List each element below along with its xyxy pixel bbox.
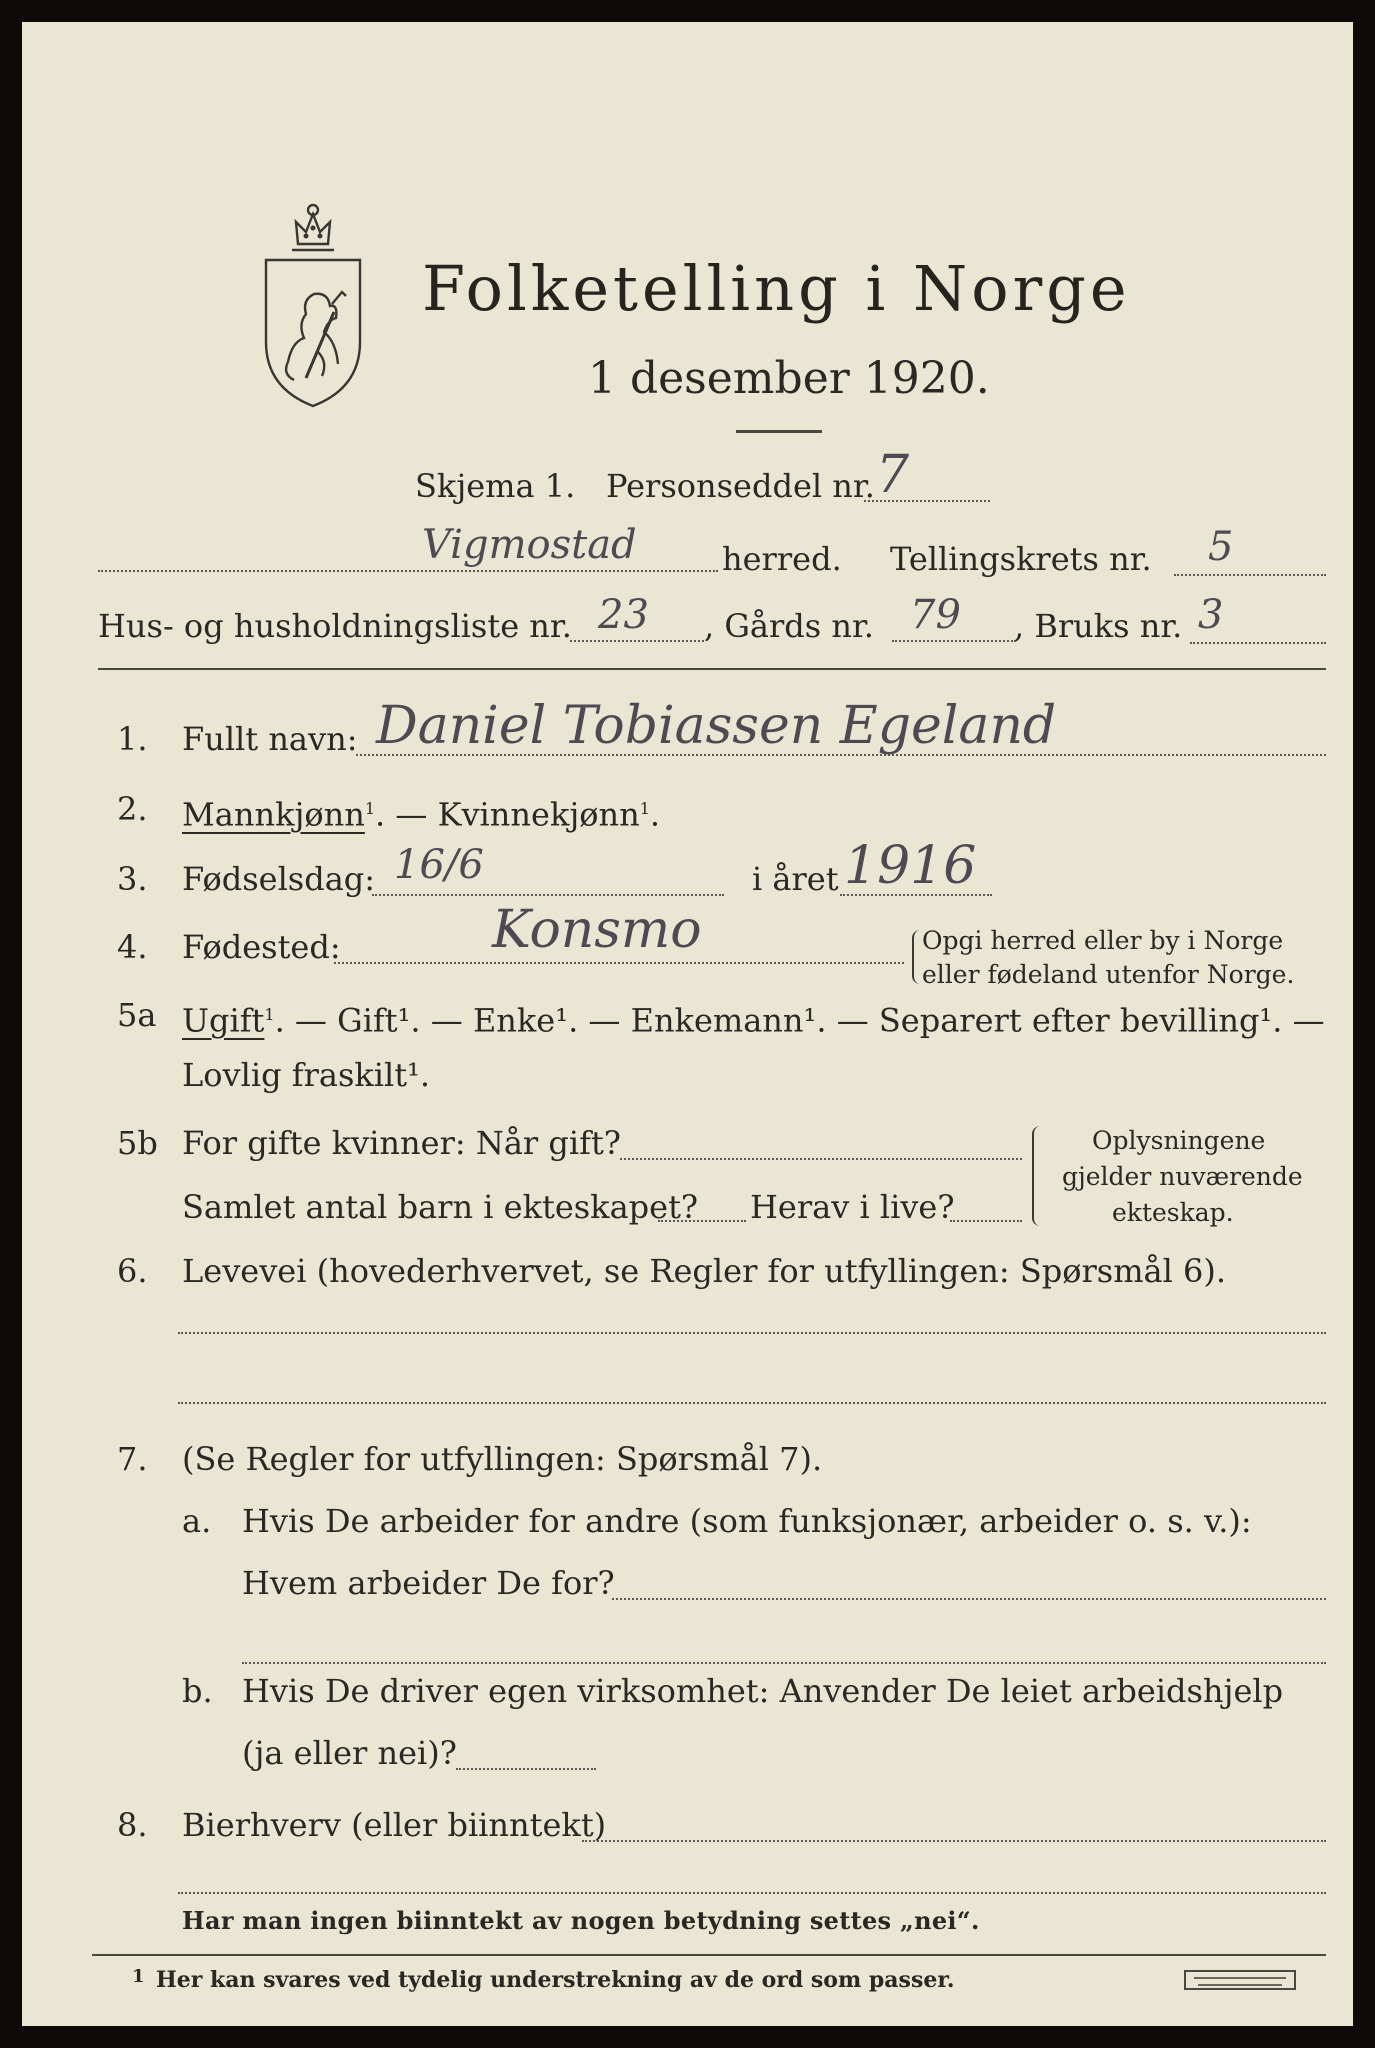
birthyear-value: 1916	[844, 836, 977, 896]
birthplace-field[interactable]	[334, 962, 904, 964]
title-divider	[736, 430, 822, 433]
hired-help-field[interactable]	[456, 1768, 596, 1770]
q3-number: 3.	[117, 860, 148, 898]
q8-label: Bierhverv (eller biinntekt)	[182, 1806, 607, 1844]
q1-number: 1.	[117, 720, 148, 758]
q5b-note-brace	[1032, 1126, 1044, 1226]
q7-label: (Se Regler for utfyllingen: Spørsmål 7).	[182, 1440, 823, 1478]
hus-label: Hus- og husholdningsliste nr.	[98, 607, 572, 645]
q5b-alive-label: Herav i live?	[750, 1188, 955, 1226]
q4-label: Fødested:	[182, 928, 341, 966]
q6-label: Levevei (hovederhvervet, se Regler for utfyllingen: Spørsmål 6).	[182, 1252, 1227, 1290]
tellingskrets-field[interactable]	[1174, 574, 1326, 576]
occupation-field-line2[interactable]	[178, 1402, 1326, 1404]
bruks-value: 3	[1198, 592, 1224, 638]
herred-field[interactable]	[98, 570, 718, 572]
census-form-page	[22, 22, 1353, 2026]
q5a-other-options[interactable]: . — Gift¹. — Enke¹. — Enkemann¹. — Separert efter bevilling¹. —	[274, 1001, 1325, 1040]
q2-end: .	[649, 795, 661, 834]
q5b-note-line2: gjelder nuværende	[1062, 1162, 1303, 1191]
q5a-status-options	[182, 996, 1325, 1040]
footnote-ref: 1	[264, 1005, 275, 1024]
footnote-mark: 1	[132, 1966, 145, 1987]
footnote-ref: 1	[639, 799, 650, 818]
birthdate-field[interactable]	[372, 894, 724, 896]
herred-value: Vigmostad	[422, 522, 637, 568]
q5b-note-line1: Oplysningene	[1092, 1126, 1266, 1155]
option-lovlig-fraskilt[interactable]: Lovlig fraskilt¹.	[182, 1056, 431, 1094]
q7a-letter: a.	[182, 1502, 212, 1540]
q4-number: 4.	[117, 928, 148, 966]
skjema-label: Skjema 1.	[415, 467, 576, 505]
side-income-field[interactable]	[582, 1840, 1326, 1842]
option-mannkjonn[interactable]: Mannkjønn	[182, 795, 365, 834]
tellingskrets-label: Tellingskrets nr.	[890, 540, 1152, 578]
full-name-value: Daniel Tobiassen Egeland	[376, 696, 1057, 756]
q7-number: 7.	[117, 1440, 148, 1478]
q7a-line2: Hvem arbeider De for?	[242, 1564, 615, 1602]
option-kvinnekjonn[interactable]: Kvinnekjønn	[437, 795, 640, 834]
gards-field[interactable]	[892, 640, 1016, 642]
printer-stamp	[1184, 1970, 1296, 1990]
year-label: i året	[752, 860, 839, 898]
q8-note: Har man ingen biinntekt av nogen betydning settes „nei“.	[182, 1906, 980, 1935]
footnote-text: Her kan svares ved tydelig understrekning av de ord som passer.	[156, 1967, 955, 1993]
birthdate-value: 16/6	[394, 842, 484, 888]
q5b-number: 5b	[117, 1124, 158, 1162]
q5a-number: 5a	[117, 996, 157, 1034]
q5b-line1: For gifte kvinner: Når gift?	[182, 1124, 621, 1162]
q2-gender-options	[182, 790, 660, 834]
q1-label: Fullt navn:	[182, 720, 358, 758]
children-alive-field[interactable]	[950, 1220, 1022, 1222]
q5b-children-label: Samlet antal barn i ekteskapet?	[182, 1188, 699, 1226]
q2-number: 2.	[117, 790, 148, 828]
hus-value: 23	[598, 592, 649, 638]
married-date-field[interactable]	[620, 1158, 1022, 1160]
employer-field-line2[interactable]	[242, 1662, 1326, 1664]
personseddel-label: Personseddel nr.	[606, 467, 875, 505]
herred-label: herred.	[722, 540, 842, 578]
option-ugift[interactable]: Ugift	[182, 1001, 265, 1040]
birthplace-value: Konsmo	[492, 900, 702, 960]
tellingskrets-value: 5	[1208, 524, 1234, 570]
employer-field[interactable]	[612, 1598, 1326, 1600]
side-income-field-line2[interactable]	[178, 1892, 1326, 1894]
bruks-label: , Bruks nr.	[1014, 607, 1183, 645]
gards-label: , Gårds nr.	[704, 607, 874, 645]
q6-number: 6.	[117, 1252, 148, 1290]
occupation-field-line1[interactable]	[178, 1332, 1326, 1334]
footnote-rule	[92, 1954, 1326, 1956]
personseddel-value: 7	[876, 445, 910, 505]
q7b-line1: Hvis De driver egen virksomhet: Anvender De leiet arbeidshjelp	[242, 1672, 1284, 1710]
header-rule	[98, 668, 1326, 670]
q5b-note-line3: ekteskap.	[1112, 1198, 1234, 1227]
form-title: Folketelling i Norge	[422, 252, 1131, 325]
bruks-field[interactable]	[1190, 642, 1326, 644]
children-count-field[interactable]	[658, 1220, 746, 1222]
q3-label: Fødselsdag:	[182, 860, 376, 898]
q7b-letter: b.	[182, 1672, 213, 1710]
q4-note-brace	[912, 930, 922, 984]
gards-value: 79	[910, 592, 961, 638]
norwegian-lion-icon	[258, 192, 368, 412]
q2-separator: . —	[375, 795, 438, 834]
q7a-line1: Hvis De arbeider for andre (som funksjonær, arbeider o. s. v.):	[242, 1502, 1252, 1540]
q4-note-line2: eller fødeland utenfor Norge.	[922, 960, 1295, 989]
hus-field[interactable]	[570, 640, 704, 642]
footnote-ref: 1	[364, 799, 376, 818]
q4-note-line1: Opgi herred eller by i Norge	[922, 926, 1284, 955]
q8-number: 8.	[117, 1806, 148, 1844]
q7b-line2: (ja eller nei)?	[242, 1734, 457, 1772]
census-date: 1 desember 1920.	[588, 353, 990, 404]
coat-of-arms-emblem	[258, 192, 368, 412]
